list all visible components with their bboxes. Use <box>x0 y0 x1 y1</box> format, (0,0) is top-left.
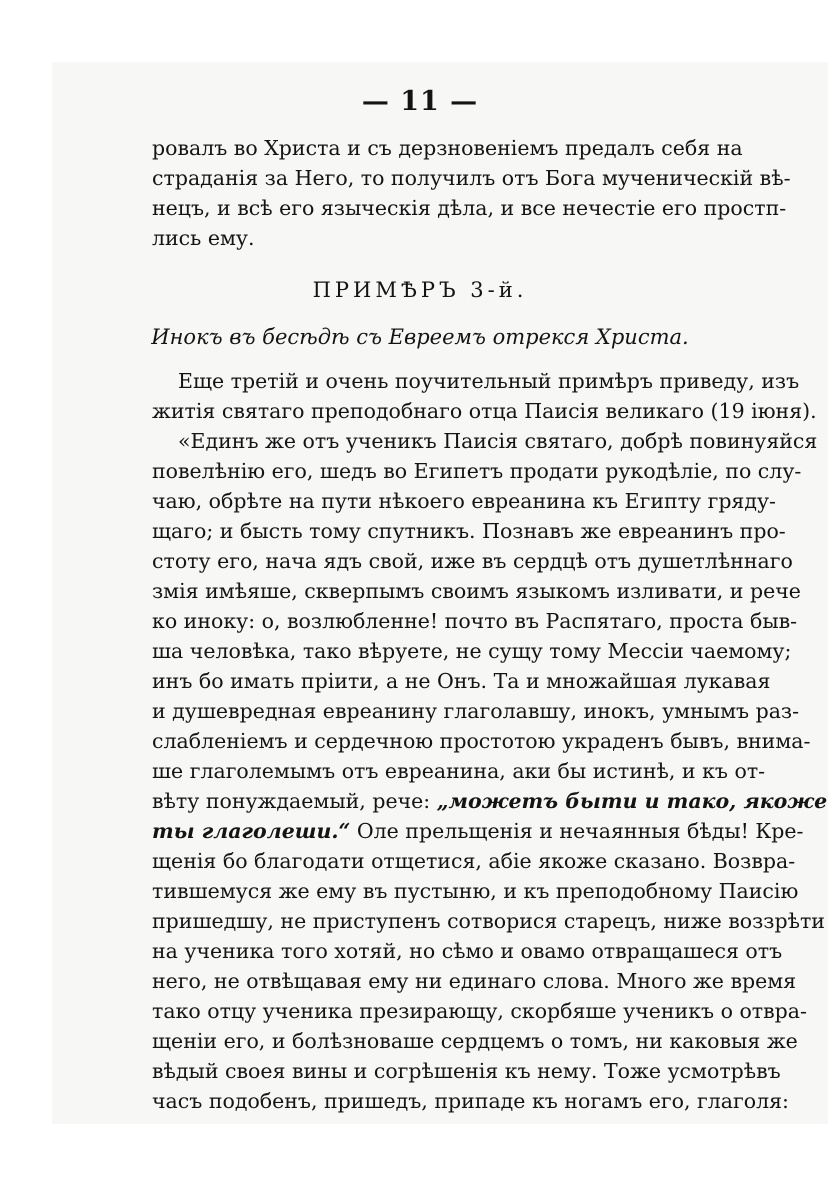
text-line: инъ бо имать пріити, а не Онъ. Та и множайшая лукавая <box>152 669 771 693</box>
text-line: Еще третій и очень поучительный примѣръ приведу, изъ <box>178 369 800 393</box>
text-line: часъ подобенъ, пришедъ, припаде къ ногамъ его, глаголя: <box>152 1089 789 1113</box>
quote-text: „можетъ быти и тако, якоже <box>436 789 828 813</box>
section-heading: ПРИМѢРЪ 3-й. <box>312 278 528 302</box>
text-line: щенія бо благодати отщетися, абіе якоже сказано. Возвра- <box>152 849 796 873</box>
text-line: него, не отвѣщавая ему ни единаго слова. Много же время <box>152 969 797 993</box>
text-line: змія имѣяше, скверпымъ своимъ языкомъ изливати, и рече <box>152 579 801 603</box>
text-line: страданія за Него, то получилъ отъ Бога мученическій вѣ- <box>152 166 791 190</box>
text-line: пришедшу, не приступенъ сотворися старецъ, ниже воззрѣти <box>152 909 825 933</box>
text-line <box>152 816 804 846</box>
text-line: тако отцу ученика презирающу, скорбяше ученикъ о отвра- <box>152 999 807 1023</box>
text-line: ше глаголемымъ отъ евреанина, аки бы истинѣ, и къ от- <box>152 759 766 783</box>
page-number: — 11 — <box>361 86 479 117</box>
text-line: слабленіемъ и сердечною простотою украденъ бывъ, внима- <box>152 729 811 753</box>
section-subtitle: Инокъ въ бесѣдѣ съ Евреемъ отрекся Христа. <box>151 325 689 349</box>
text-line: житія святаго преподобнаго отца Паисія великаго (19 іюня). <box>152 399 817 423</box>
text-segment: вѣту понуждаемый, рече: <box>152 789 437 813</box>
text-line: и душевредная евреанину глаголавшу, инокъ, умнымъ раз- <box>152 699 800 723</box>
text-line: щаго; и бысть тому спутникъ. Познавъ же евреанинъ про- <box>152 519 786 543</box>
text-line: чаю, обрѣте на пути нѣкоего евреанина къ Египту гряду- <box>152 489 776 513</box>
text-segment: Оле прельщенія и нечаянныя бѣды! Кре- <box>350 819 804 843</box>
text-line: нецъ, и всѣ его языческія дѣла, и все нечестіе его простп- <box>152 196 787 220</box>
text-line <box>152 786 828 816</box>
text-line: лись ему. <box>152 226 255 250</box>
text-line: «Единъ же отъ ученикъ Паисія святаго, добрѣ повинуяйся <box>178 429 818 453</box>
text-line: на ученика того хотяй, но сѣмо и овамо отвращашеся отъ <box>152 939 783 963</box>
text-line: тившемуся же ему въ пустыню, и къ преподобному Паисію <box>152 879 799 903</box>
text-line: ровалъ во Христа и съ дерзновеніемъ предалъ себя на <box>152 136 743 160</box>
quote-text: ты глаголеши.“ <box>152 819 351 843</box>
text-line: щеніи его, и болѣзноваше сердцемъ о томъ, ни каковыя же <box>152 1029 798 1053</box>
text-line: ко иноку: о, возлюбленне! почто въ Распятаго, проста быв- <box>152 609 798 633</box>
text-line: стоту его, нача ядъ свой, иже въ сердцѣ отъ душетлѣннаго <box>152 549 793 573</box>
text-line: вѣдый своея вины и согрѣшенія къ нему. Тоже усмотрѣвъ <box>152 1059 781 1083</box>
text-line: повелѣнію его, шедъ во Египетъ продати рукодѣліе, по слу- <box>152 459 802 483</box>
text-line: ша человѣка, тако вѣруете, не сущу тому Мессіи чаемому; <box>152 639 792 663</box>
